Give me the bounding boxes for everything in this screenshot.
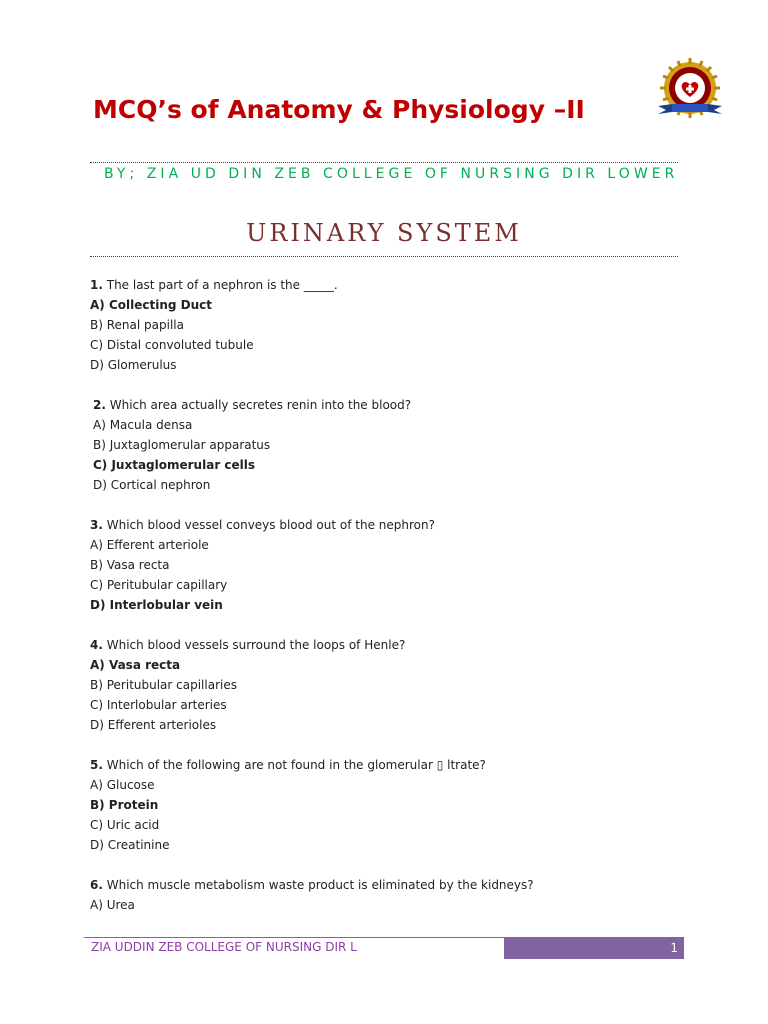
answer-option: B) Vasa recta: [90, 558, 170, 572]
answer-option: B) Peritubular capillaries: [90, 678, 237, 692]
college-logo: [652, 54, 728, 126]
question-number: 1.: [90, 278, 103, 292]
answer-option: C) Peritubular capillary: [90, 578, 228, 592]
question-item: [90, 395, 690, 495]
footer-page-box: [504, 938, 684, 959]
question-stem: [90, 755, 690, 775]
answer-option: A) Macula densa: [93, 418, 193, 432]
question-stem: [90, 275, 690, 295]
answer-option: D) Cortical nephron: [93, 478, 211, 492]
answer-option: C) Uric acid: [90, 818, 160, 832]
question-text: Which area actually secretes renin into the blood?: [105, 398, 412, 412]
answer-option: A) Urea: [90, 898, 135, 912]
answer-option: C) Distal convoluted tubule: [90, 338, 254, 352]
question-number: 6.: [90, 878, 103, 892]
section-title: URINARY SYSTEM: [246, 219, 522, 247]
question-item: [90, 875, 690, 915]
question-item: [90, 515, 690, 615]
question-list: [90, 275, 690, 935]
question-number: 4.: [90, 638, 103, 652]
question-text: Which of the following are not found in the glomerular ▯ ltrate?: [102, 758, 486, 772]
answer-option: C) Interlobular arteries: [90, 698, 227, 712]
section-divider: [90, 256, 678, 257]
answer-option-correct: D) Interlobular vein: [90, 598, 223, 612]
header-divider: [90, 162, 678, 163]
answer-option: B) Juxtaglomerular apparatus: [93, 438, 271, 452]
question-text: Which muscle metabolism waste product is eliminated by the kidneys?: [102, 878, 534, 892]
answer-option: D) Efferent arterioles: [90, 718, 217, 732]
answer-option-correct: C) Juxtaglomerular cells: [93, 458, 256, 472]
answer-option-correct: A) Collecting Duct: [90, 298, 212, 312]
question-text: Which blood vessel conveys blood out of the nephron?: [102, 518, 435, 532]
answer-option-correct: B) Protein: [90, 798, 159, 812]
question-stem: [90, 515, 690, 535]
byline: BY; ZIA UD DIN ZEB COLLEGE OF NURSING DIR LOWER: [104, 166, 679, 182]
question-item: [90, 635, 690, 735]
answer-option: A) Efferent arteriole: [90, 538, 209, 552]
question-stem: [90, 875, 690, 895]
answer-option: B) Renal papilla: [90, 318, 184, 332]
footer-text: ZIA UDDIN ZEB COLLEGE OF NURSING DIR L: [91, 940, 357, 954]
question-stem: [93, 395, 690, 415]
page-number: 1: [670, 941, 678, 955]
question-number: 5.: [90, 758, 103, 772]
answer-option-correct: A) Vasa recta: [90, 658, 181, 672]
answer-option: D) Glomerulus: [90, 358, 177, 372]
college-logo-icon: [652, 54, 728, 126]
answer-option: A) Glucose: [90, 778, 155, 792]
question-item: [90, 755, 690, 855]
question-number: 2.: [93, 398, 106, 412]
question-stem: [90, 635, 690, 655]
question-text: Which blood vessels surround the loops of Henle?: [102, 638, 406, 652]
question-number: 3.: [90, 518, 103, 532]
page-title: MCQ’s of Anatomy & Physiology –II: [93, 95, 585, 124]
answer-option: D) Creatinine: [90, 838, 170, 852]
question-text: The last part of a nephron is the _____.: [102, 278, 338, 292]
question-item: [90, 275, 690, 375]
